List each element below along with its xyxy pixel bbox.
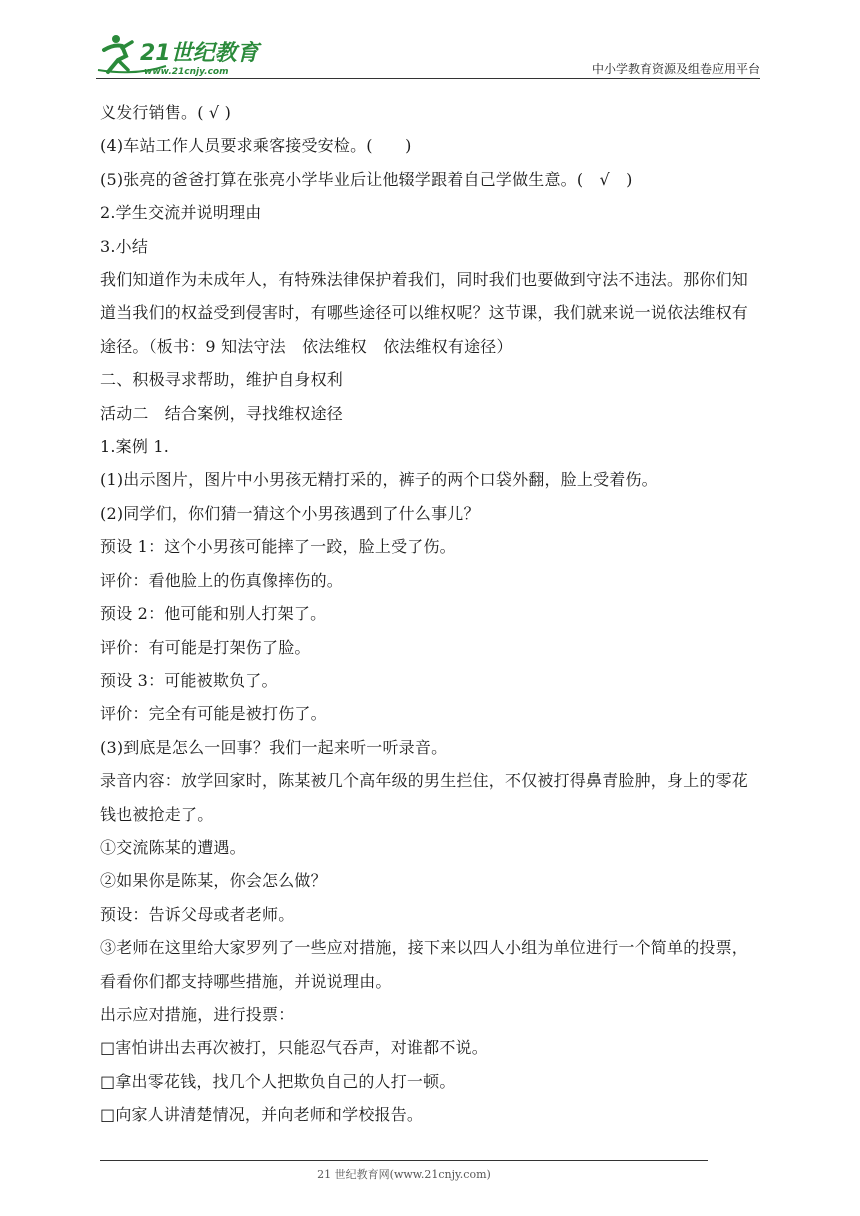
- text-line: 活动二 结合案例，寻找维权途径: [100, 403, 344, 423]
- checkbox-option: □拿出零花钱，找几个人把欺负自己的人打一顿。: [100, 1071, 456, 1091]
- logo-icon: [96, 30, 266, 78]
- platform-name: 中小学教育资源及组卷应用平台: [591, 62, 760, 76]
- text-line: 出示应对措施，进行投票：: [100, 1004, 295, 1024]
- footer-divider: [100, 1160, 708, 1161]
- text-line: 1.案例 1.: [100, 437, 170, 457]
- text-line: 预设：告诉父母或者老师。: [100, 904, 295, 924]
- text-line: ①交流陈某的遭遇。: [100, 837, 246, 857]
- text-line: 预设 3：可能被欺负了。: [100, 670, 278, 690]
- text-line: 3.小结: [100, 236, 149, 256]
- svg-text:www.21cnjy.com: www.21cnjy.com: [144, 67, 229, 77]
- text-line: (5)张亮的爸爸打算在张亮小学毕业后让他辍学跟着自己学做生意。( √ ): [100, 169, 633, 189]
- text-line: (1)出示图片，图片中小男孩无精打采的，裤子的两个口袋外翻，脸上受着伤。: [100, 470, 658, 490]
- text-line: 评价：完全有可能是被打伤了。: [100, 704, 327, 724]
- paragraph-recording: 录音内容：放学回家时，陈某被几个高年级的男生拦住，不仅被打得鼻青脸肿，身上的零花钱也被抢走了。: [100, 771, 749, 824]
- text-line: (3)到底是怎么一回事？我们一起来听一听录音。: [100, 737, 448, 757]
- text-line: 预设 2：他可能和别人打架了。: [100, 604, 327, 624]
- header-divider: [96, 78, 760, 79]
- checkbox-option: □向家人讲清楚情况，并向老师和学校报告。: [100, 1105, 424, 1125]
- text-line: 评价：有可能是打架伤了脸。: [100, 637, 311, 657]
- text-line: 评价：看他脸上的伤真像摔伤的。: [100, 570, 344, 590]
- svg-text:21世纪教育: 21世纪教育: [140, 41, 259, 66]
- text-line: (2)同学们，你们猜一猜这个小男孩遇到了什么事儿？: [100, 503, 480, 523]
- document-body: [100, 96, 764, 1132]
- text-line: 2.学生交流并说明理由: [100, 203, 262, 223]
- text-line: 预设 1：这个小男孩可能摔了一跤，脸上受了伤。: [100, 537, 456, 557]
- text-line: ②如果你是陈某，你会怎么做？: [100, 871, 327, 891]
- paragraph-vote: ③老师在这里给大家罗列了一些应对措施，接下来以四人小组为单位进行一个简单的投票，看看你们都支持哪些措施，并说说理由。: [100, 938, 749, 991]
- page-header: [96, 30, 760, 80]
- page-footer: 21 世纪教育网(www.21cnjy.com): [317, 1168, 491, 1181]
- paragraph-summary: 我们知道作为未成年人，有特殊法律保护着我们，同时我们也要做到守法不违法。那你们知道当我们的权益受到侵害时，有哪些途径可以维权呢？这节课，我们就来说一说依法维权有途径。（板书：9 知法守法 依法维权 依法维权有途径）: [100, 270, 749, 356]
- text-line: (4)车站工作人员要求乘客接受安检。( ): [100, 136, 412, 156]
- text-line: 义发行销售。( √ ): [100, 103, 232, 122]
- section-heading: 二、积极寻求帮助，维护自身权利: [100, 370, 344, 390]
- checkbox-option: □害怕讲出去再次被打，只能忍气吞声，对谁都不说。: [100, 1038, 488, 1058]
